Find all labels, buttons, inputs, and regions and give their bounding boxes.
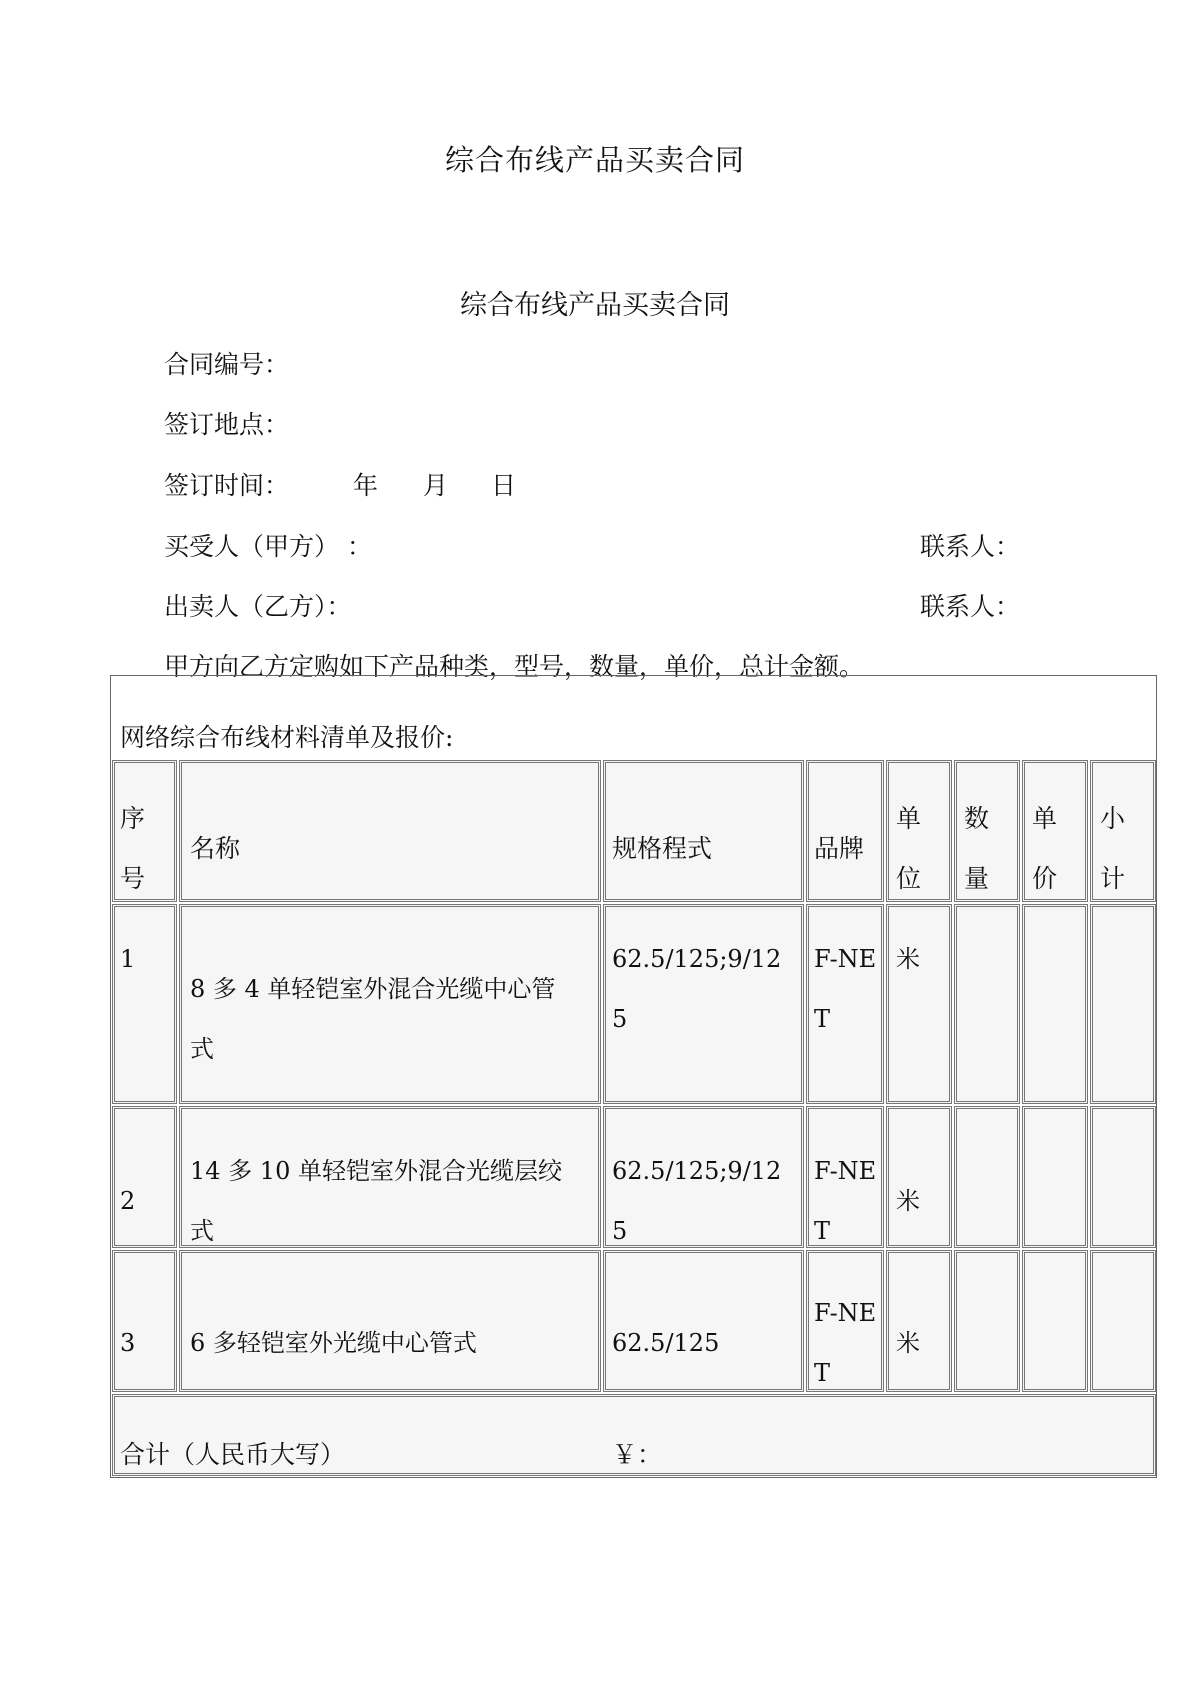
row-2-name-line1: 14 多 10 单轻铠室外混合光缆层绞 [190, 1157, 562, 1185]
table-cell [1090, 1106, 1156, 1248]
row-1-spec-line1: 62.5/125;9/12 [612, 945, 782, 973]
row-2-spec-line2: 5 [612, 1217, 628, 1245]
total-label: 合计（人民币大写） [120, 1440, 346, 1469]
header-subtotal-line1: 小 [1100, 804, 1126, 833]
sign-place-label: 签订地点： [164, 410, 290, 439]
buyer-contact-label: 联系人： [920, 532, 1021, 561]
total-currency: ￥： [612, 1440, 663, 1469]
row-3-unit: 米 [896, 1329, 920, 1357]
row-2-brand-line2: T [814, 1217, 831, 1245]
seller-contact-label: 联系人： [920, 592, 1021, 621]
row-3-brand-line2: T [814, 1359, 831, 1387]
row-1-brand-line2: T [814, 1005, 831, 1033]
table-caption: 网络综合布线材料清单及报价: [120, 723, 454, 752]
row-2-no: 2 [120, 1187, 136, 1215]
row-3-name-line1: 6 多轻铠室外光缆中心管式 [190, 1329, 477, 1357]
buyer-label: 买受人（甲方） ： [164, 532, 372, 561]
header-cell-name [179, 760, 601, 902]
header-name: 名称 [190, 834, 241, 863]
table-cell [1090, 1250, 1156, 1392]
header-price-line1: 单 [1032, 804, 1058, 833]
row-1-name-line2: 式 [190, 1035, 214, 1063]
row-1-no: 1 [120, 945, 136, 973]
header-unit-line1: 单 [896, 804, 922, 833]
row-1-brand-line1: F-NE [814, 945, 877, 973]
contract-subtitle: 综合布线产品买卖合同 [460, 290, 730, 321]
header-subtotal-line2: 计 [1100, 864, 1126, 893]
header-price-line2: 价 [1032, 864, 1058, 893]
row-1-name-line1: 8 多 4 单轻铠室外混合光缆中心管 [190, 975, 556, 1003]
row-3-no: 3 [120, 1329, 136, 1357]
row-2-spec-line1: 62.5/125;9/12 [612, 1157, 782, 1185]
row-1-spec-line2: 5 [612, 1005, 628, 1033]
day-label: 日 [491, 471, 517, 500]
header-qty-line1: 数 [964, 804, 990, 833]
row-1-unit: 米 [896, 945, 920, 973]
table-cell [1022, 1106, 1088, 1248]
table-cell [1090, 904, 1156, 1104]
row-3-spec-line1: 62.5/125 [612, 1329, 720, 1357]
header-brand: 品牌 [814, 834, 865, 863]
table-cell [954, 904, 1020, 1104]
header-spec: 规格程式 [612, 834, 713, 863]
page-title: 综合布线产品买卖合同 [444, 143, 745, 177]
contract-number-label: 合同编号： [164, 350, 290, 379]
row-2-brand-line1: F-NE [814, 1157, 877, 1185]
row-3-brand-line1: F-NE [814, 1299, 877, 1327]
row-2-name-line2: 式 [190, 1217, 214, 1245]
table-cell [1022, 1250, 1088, 1392]
table-cell [1022, 904, 1088, 1104]
header-unit-line2: 位 [896, 864, 922, 893]
seller-label: 出卖人（乙方）： [164, 592, 352, 621]
month-label: 月 [423, 471, 449, 500]
year-label: 年 [353, 471, 379, 500]
header-no-line2: 号 [120, 864, 146, 893]
header-qty-line2: 量 [964, 864, 990, 893]
table-cell [954, 1106, 1020, 1248]
row-2-unit: 米 [896, 1187, 920, 1215]
table-cell [954, 1250, 1020, 1392]
intro-text: 甲方向乙方定购如下产品种类，型号，数量，单价，总计金额。 [164, 652, 865, 681]
sign-time-label: 签订时间： [164, 471, 290, 500]
header-no-line1: 序 [120, 804, 146, 833]
